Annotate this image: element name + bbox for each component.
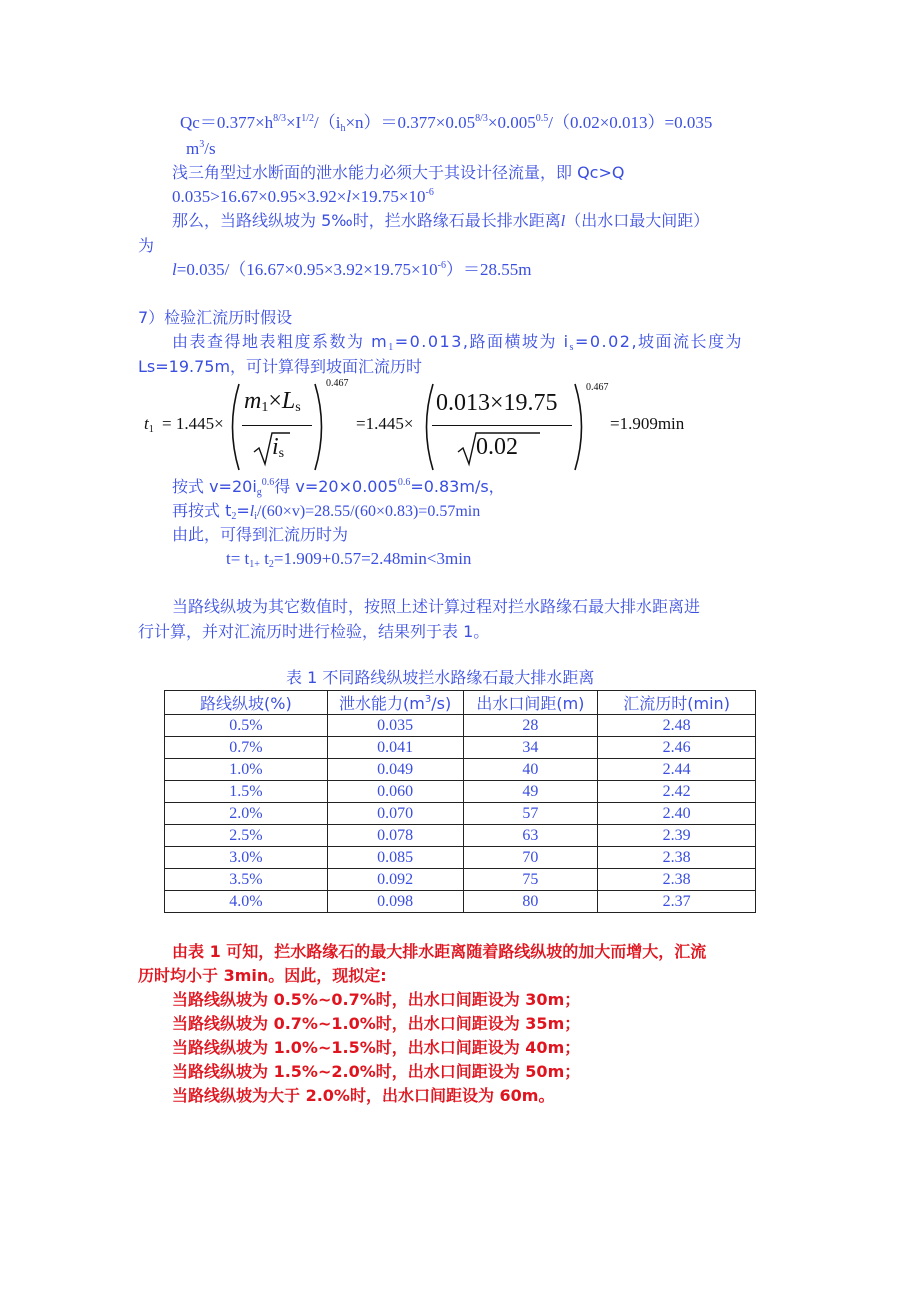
para2-line2: 行计算，并对汇流历时进行检验，结果列于表 1。	[138, 622, 490, 641]
t2-lsub: i	[254, 511, 258, 522]
table-cell: 34	[463, 737, 598, 759]
v-sub: g	[256, 487, 262, 498]
exp2: 0.467	[586, 382, 609, 393]
col-header-spacing: 出水口间距(m)	[463, 691, 598, 715]
ineq-a: 0.035>16.67×0.95×3.92×	[172, 187, 347, 206]
table-cell: 2.37	[598, 891, 756, 913]
table-row	[165, 715, 756, 737]
inequality	[172, 186, 434, 208]
left-paren-2	[418, 382, 436, 472]
t-total	[226, 548, 471, 570]
frac-bar-1	[242, 425, 312, 426]
t2-sub: 2	[231, 511, 237, 522]
table-header-row	[165, 691, 756, 715]
t-c: =1.909+0.57=2.48min<3min	[273, 549, 472, 568]
qc-text-e: ×0.005	[487, 113, 536, 132]
table-cell: 3.0%	[165, 847, 328, 869]
section-heading: 7）检验汇流历时假设	[138, 308, 293, 327]
table-cell: 0.5%	[165, 715, 328, 737]
table-row	[165, 847, 756, 869]
ineq-exp: -6	[425, 187, 434, 198]
res-b: ）＝28.55m	[446, 260, 532, 279]
den2: 0.02	[476, 434, 518, 460]
table-cell: 2.0%	[165, 803, 328, 825]
exp1: 0.467	[326, 378, 349, 389]
t-sub2: 2	[268, 559, 274, 570]
num1	[244, 388, 301, 415]
num1-x: ×	[268, 388, 282, 414]
table-cell: 70	[463, 847, 598, 869]
qc-exp-d: 0.5	[535, 113, 549, 124]
t1-result: =1.909min	[610, 414, 685, 433]
table-cell: 2.42	[598, 781, 756, 803]
num1-sub: 1	[261, 400, 269, 415]
unit-m: m	[186, 139, 200, 158]
v-equation	[172, 476, 505, 498]
table-cell: 3.5%	[165, 869, 328, 891]
p1-subs: s	[569, 342, 575, 353]
t2-b: =	[236, 501, 250, 520]
den1-sub: s	[278, 446, 285, 461]
table-row	[165, 759, 756, 781]
rule-item: 当路线纵坡为 0.5%~0.7%时，出水口间距设为 30m；	[172, 990, 581, 1009]
t1-label	[144, 414, 154, 434]
h2b: /s)	[431, 694, 452, 713]
left-paren-1	[224, 382, 242, 472]
table-cell: 75	[463, 869, 598, 891]
right-paren-2	[572, 382, 590, 472]
rule-item: 当路线纵坡为 1.0%~1.5%时，出水口间距设为 40m；	[172, 1038, 581, 1057]
table-cell: 2.38	[598, 869, 756, 891]
qc-exp-c: 8/3	[475, 113, 488, 124]
table-cell: 2.46	[598, 737, 756, 759]
res-exp: -6	[437, 260, 446, 271]
res-a: =0.035/（16.67×0.95×3.92×19.75×10	[176, 260, 438, 279]
table-cell: 0.7%	[165, 737, 328, 759]
table-row	[165, 891, 756, 913]
v-c: =0.83m/s，	[410, 477, 505, 496]
p1-sub1: 1	[388, 342, 395, 353]
table-cell: 0.070	[327, 803, 463, 825]
table-row	[165, 825, 756, 847]
rule-item: 当路线纵坡为大于 2.0%时，出水口间距设为 60m。	[172, 1086, 555, 1105]
then-a: 那么，当路线纵坡为 5‰时，拦水路缘石最长排水距离	[172, 211, 561, 230]
section7-p1	[172, 331, 743, 353]
table-cell: 63	[463, 825, 598, 847]
table-cell: 1.5%	[165, 781, 328, 803]
unit-exp: 3	[199, 139, 205, 150]
num1-m: m	[244, 388, 262, 414]
t2-equation	[172, 500, 480, 523]
section7-p1-cont: Ls=19.75m，可计算得到坡面汇流历时	[138, 357, 423, 376]
rule-item: 当路线纵坡为 0.7%~1.0%时，出水口间距设为 35m；	[172, 1014, 581, 1033]
table-cell: 2.44	[598, 759, 756, 781]
t2-l: l	[249, 503, 255, 520]
conclusion-line2: 历时均小于 3min。因此，现拟定:	[138, 966, 387, 985]
eq2: =1.445×	[356, 414, 414, 433]
table-cell: 2.48	[598, 715, 756, 737]
p1-c: =0.02,坡面流长度为	[574, 332, 744, 351]
h2a: 泄水能力(m	[339, 694, 425, 713]
col-header-slope: 路线纵坡(%)	[165, 691, 328, 715]
num2: 0.013×19.75	[436, 390, 558, 416]
ineq-b: ×19.75×10	[351, 187, 426, 206]
num1-Lsub: s	[295, 400, 301, 415]
table-row	[165, 737, 756, 759]
table-row	[165, 869, 756, 891]
table-cell: 49	[463, 781, 598, 803]
conclusion-line1: 由表 1 可知，拦水路缘石的最大排水距离随着路线纵坡的加大而增大，汇流	[172, 942, 707, 961]
col-header-time: 汇流历时(min)	[598, 691, 756, 715]
den1	[272, 434, 284, 461]
table-caption: 表 1 不同路线纵坡拦水路缘石最大排水距离	[286, 668, 595, 687]
qc-text-c: /（i	[313, 113, 341, 132]
t-sub1: 1+	[249, 559, 260, 570]
t-b: t	[259, 549, 269, 568]
table-cell: 0.041	[327, 737, 463, 759]
res-l: l	[172, 260, 177, 279]
table-cell: 0.035	[327, 715, 463, 737]
then-b: （出水口最大间距）	[565, 211, 710, 230]
p1-a: 由表查得地表粗度系数为 m	[172, 332, 389, 351]
table-cell: 2.38	[598, 847, 756, 869]
v-sup2: 0.6	[397, 477, 411, 488]
num1-L: L	[281, 388, 296, 414]
right-paren-1	[312, 382, 330, 472]
p1-b: =0.013,路面横坡为 i	[394, 332, 570, 351]
t1-t: t	[144, 414, 149, 433]
table-cell: 57	[463, 803, 598, 825]
table-cell: 0.085	[327, 847, 463, 869]
t2-c: /(60×v)=28.55/(60×0.83)=0.57min	[257, 503, 481, 520]
table-row	[165, 781, 756, 803]
table-row	[165, 803, 756, 825]
t-a: t= t	[226, 549, 250, 568]
qc-text-d: ×n）＝0.377×0.05	[345, 113, 476, 132]
requirement-text: 浅三角型过水断面的泄水能力必须大于其设计径流量，即 Qc>Q	[172, 163, 625, 182]
then-text	[172, 210, 709, 233]
table-cell: 2.40	[598, 803, 756, 825]
qc-equation	[180, 112, 712, 134]
table-cell: 28	[463, 715, 598, 737]
table-cell: 80	[463, 891, 598, 913]
v-sup: 0.6	[261, 477, 275, 488]
t1-formula	[140, 378, 740, 473]
table-cell: 2.5%	[165, 825, 328, 847]
rule-item: 当路线纵坡为 1.5%~2.0%时，出水口间距设为 50m；	[172, 1062, 581, 1081]
den1-i: i	[272, 434, 279, 460]
col-header-capacity	[327, 691, 463, 715]
t1-sub: 1	[148, 424, 154, 435]
v-b: 得 v=20×0.005	[274, 477, 398, 496]
table-cell: 2.39	[598, 825, 756, 847]
para2-line1: 当路线纵坡为其它数值时，按照上述计算过程对拦水路缘石最大排水距离进	[172, 597, 701, 616]
qc-unit	[186, 138, 216, 160]
then-l: l	[560, 213, 566, 230]
table-cell: 40	[463, 759, 598, 781]
result-l	[172, 259, 531, 281]
table-cell: 0.078	[327, 825, 463, 847]
h2sup: 3	[424, 694, 432, 705]
then-c: 为	[138, 236, 155, 255]
table-cell: 0.049	[327, 759, 463, 781]
qc-text-a: Qc＝0.377×h	[180, 113, 274, 132]
qc-sub-h: h	[340, 123, 346, 134]
qc-text-f: /（0.02×0.013）=0.035	[548, 113, 713, 132]
qc-exp-b: 1/2	[301, 113, 314, 124]
table-cell: 0.098	[327, 891, 463, 913]
slope-table	[164, 690, 756, 913]
table-cell: 0.092	[327, 869, 463, 891]
unit-s: /s	[204, 139, 216, 158]
table-cell: 0.060	[327, 781, 463, 803]
ineq-l: l	[346, 187, 352, 206]
frac-bar-2	[432, 425, 572, 426]
qc-text-b: ×I	[285, 113, 302, 132]
qc-exp-a: 8/3	[273, 113, 286, 124]
thus-text: 由此，可得到汇流历时为	[172, 525, 349, 544]
table-cell: 4.0%	[165, 891, 328, 913]
v-a: 按式 v=20i	[172, 477, 257, 496]
t2-a: 再按式 t	[172, 501, 232, 520]
eq1: = 1.445×	[162, 414, 224, 433]
table-cell: 1.0%	[165, 759, 328, 781]
